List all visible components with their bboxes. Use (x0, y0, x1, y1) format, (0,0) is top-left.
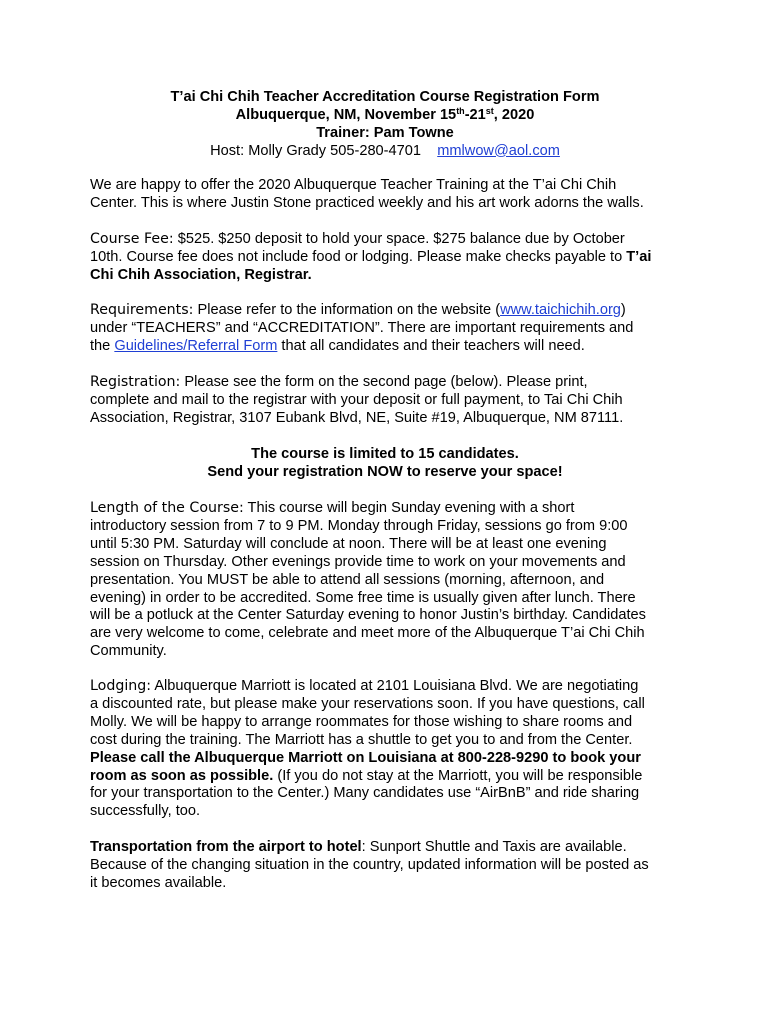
requirements-paragraph: Requirements: Please refer to the information on the website (www.taichichih.org) under “TEACHERS” and “ACCREDITATION”. There are important requirements and the Guidelines/Referral Form that all candidates and their teachers will need. (90, 302, 634, 354)
requirements-label: Requirements: (90, 302, 194, 318)
course-length-paragraph: Length of the Course: This course will begin Sunday evening with a short introductory session from 7 to 9 PM. Monday through Friday, sessions go from 9:00 until 5:30 PM. Saturday will conclude at noon. There will be at least one evening session on Thursday. Other evenings provide time to work on your movements and presentation. You MUST be able to attend all sessions (morning, afternoon, and evening) in order to be accredited. Some free time is usually given after lunch. There will be a potluck at the Center Saturday evening to honor Justin’s birthday. Candidates are very welcome to come, celebrate and meet more of the Albuquerque T’ai Chi Chih Community. (90, 500, 646, 660)
host-contact: Host: Molly Grady 505-280-4701 mmlwow@aol.com (210, 142, 560, 159)
form-title: T’ai Chi Chih Teacher Accreditation Course Registration Form (170, 89, 600, 105)
transportation-paragraph: Transportation from the airport to hotel: Sunport Shuttle and Taxis are available. Because of the changing situation in the country, updated information will be posted as it becomes available. (90, 839, 649, 891)
intro-paragraph: We are happy to offer the 2020 Albuquerque Teacher Training at the T’ai Chi Chih Center. This is where Justin Stone practiced weekly and his art work adorns the walls. (90, 177, 644, 211)
website-link[interactable]: www.taichichih.org (500, 302, 621, 318)
lodging-paragraph: Lodging: Albuquerque Marriott is located at 2101 Louisiana Blvd. We are negotiating a discounted rate, but please make your reservations soon. If you have questions, call Molly. We will be happy to arrange roommates for those wishing to share rooms and cost during the training. The Marriott has a shuttle to get you to and from the Center. Please call the Albuquerque Marriott on Louisiana at 800-228-9290 to book your room as soon as possible. (If you do not stay at the Marriott, you will be responsible for your transportation to the Center.) Many candidates use “AirBnB” and ride sharing successfully, too. (90, 678, 645, 820)
transportation-label: Transportation from the airport to hotel (90, 839, 362, 855)
lodging-label: Lodging: (90, 678, 152, 694)
course-fee-label: Course Fee: (90, 231, 174, 247)
course-length-label: Length of the Course: (90, 500, 244, 516)
form-header (0, 89, 770, 161)
course-location-dates: Albuquerque, NM, November 15th-21st, 2020 (235, 105, 535, 123)
trainer-name: Trainer: Pam Towne (316, 124, 454, 141)
host-email-link[interactable]: mmlwow@aol.com (437, 142, 560, 159)
guidelines-referral-form-link[interactable]: Guidelines/Referral Form (114, 337, 278, 354)
registration-paragraph: Registration: Please see the form on the second page (below). Please print, complete and mail to the registrar with your deposit or full payment, to Tai Chi Chih Association, Registrar, 3107 Eubank Blvd, NE, Suite #19, Albuquerque, NM 87111. (90, 374, 624, 426)
course-fee-paragraph: Course Fee: $525. $250 deposit to hold your space. $275 balance due by October 10th. Course fee does not include food or lodging. Please make checks payable to T’ai Chi Chih Association, Registrar. (90, 231, 652, 283)
registration-label: Registration: (90, 374, 181, 390)
course-limit-notice: The course is limited to 15 candidates. Send your registration NOW to reserve your space! (207, 446, 563, 480)
